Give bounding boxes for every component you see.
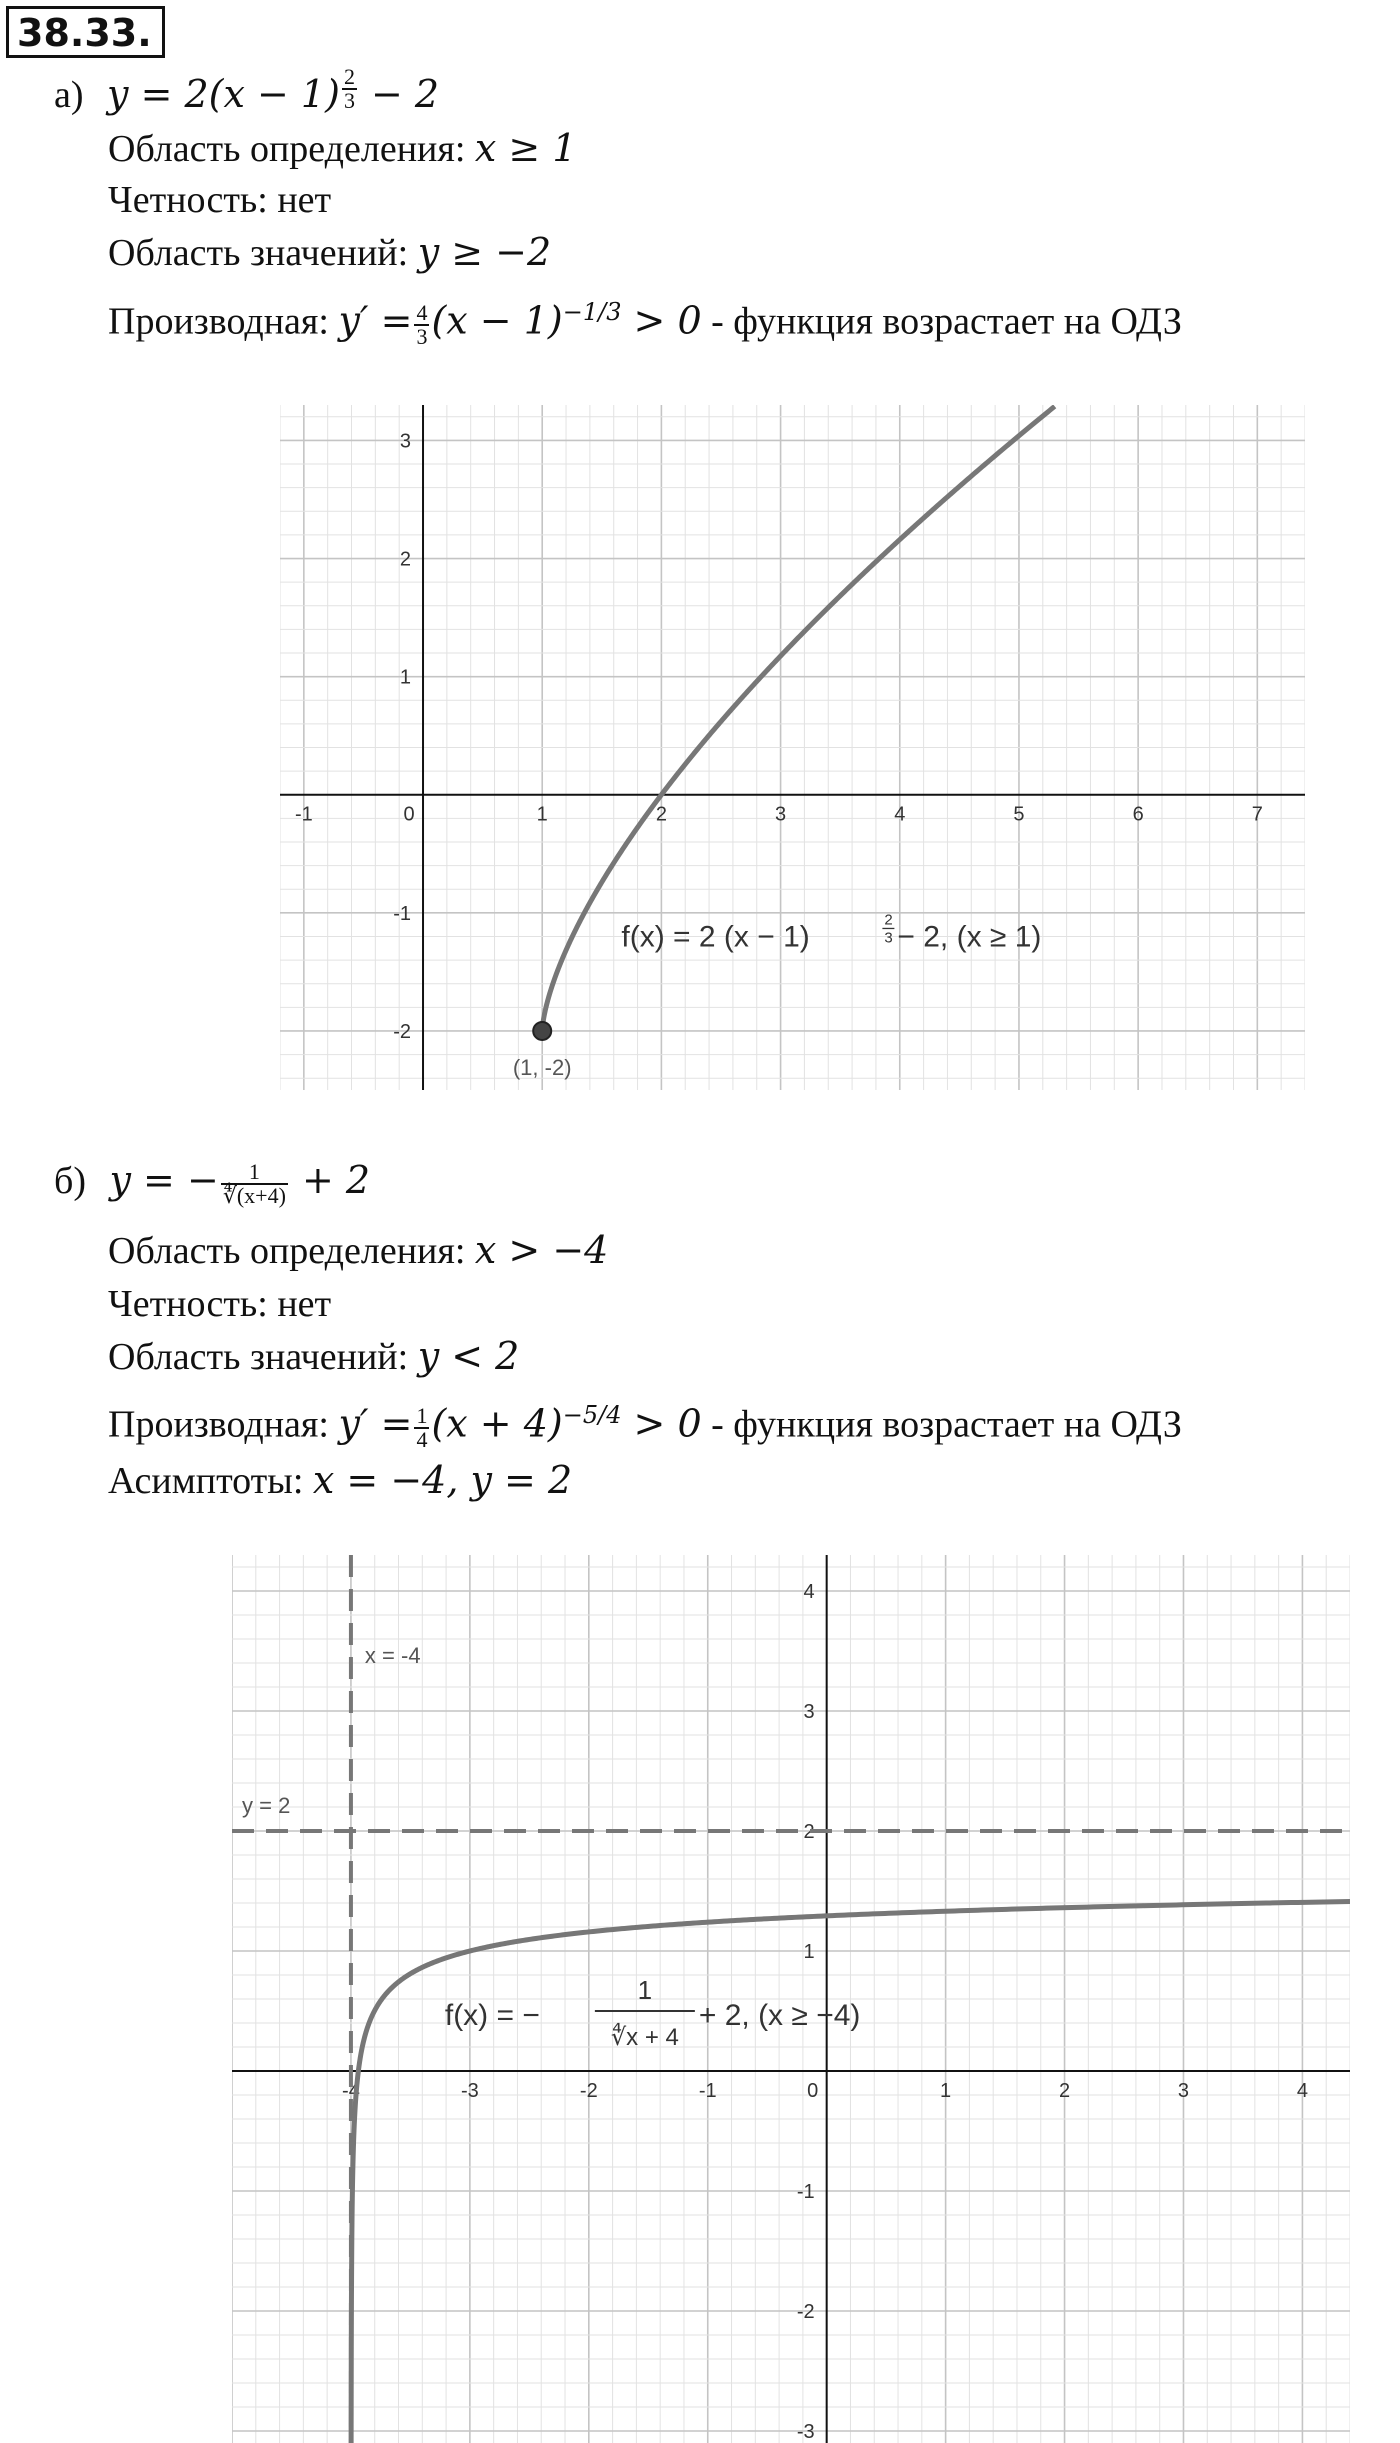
function-label-exp-den: 3 — [884, 929, 893, 947]
part-a-formula-exponent: $\frac{2}{3}$ — [343, 64, 355, 113]
x-tick-label: 3 — [775, 803, 787, 826]
part-b-formula-tail: + 2 — [289, 1158, 371, 1202]
part-a-label: а) — [54, 74, 84, 116]
x-tick-label: -2 — [579, 2080, 598, 2102]
y-tick-label: -3 — [796, 2421, 815, 2443]
function-label-main: f(x) = 2 (x − 1) — [621, 920, 810, 954]
graph-b — [232, 1555, 1350, 2443]
x-tick-label: 4 — [1296, 2080, 1308, 2102]
y-tick-label: 1 — [399, 666, 412, 689]
x-tick-label: 4 — [894, 803, 906, 826]
y-tick-label: 3 — [803, 1701, 815, 1723]
part-b-formula-line — [54, 1158, 370, 1207]
y-tick-label: -2 — [393, 1020, 412, 1043]
y-tick-label: 2 — [399, 548, 412, 571]
part-b-parity: Четность: нет — [108, 1283, 332, 1325]
part-b-formula-lhs: y = − — [109, 1158, 219, 1202]
problem-number: 38.33. — [6, 6, 165, 58]
y-tick-label: 2 — [803, 1821, 815, 1843]
part-b-domain: Область определения: x > −4 — [108, 1228, 609, 1272]
x-tick-label: 5 — [1013, 803, 1025, 826]
asymptote-horizontal-label: y = 2 — [242, 1793, 291, 1818]
asymptote-vertical-label: x = -4 — [364, 1643, 421, 1668]
graph-a — [280, 405, 1305, 1090]
function-label-num: 1 — [637, 1975, 653, 2005]
part-b-asymptotes: Асимптоты: x = −4, y = 2 — [108, 1458, 573, 1502]
x-tick-label: 2 — [655, 803, 667, 826]
y-tick-label: -1 — [393, 902, 412, 925]
x-tick-label: -1 — [698, 2080, 717, 2102]
function-label-exp-num: 2 — [884, 911, 893, 929]
y-tick-label: 1 — [803, 1941, 815, 1963]
part-a-derivative-fraction: $\frac{4}{3}$ — [416, 299, 428, 349]
x-tick-label: 3 — [1177, 2080, 1190, 2102]
part-b-derivative-fraction: $\frac{1}{4}$ — [416, 1402, 428, 1452]
y-tick-label: 4 — [803, 1581, 815, 1603]
endpoint-marker — [533, 1022, 551, 1040]
x-tick-label: 7 — [1251, 803, 1263, 826]
function-label-tail: + 2, (x ≥ −4) — [698, 1999, 861, 2032]
part-a-formula-line — [54, 64, 440, 117]
function-label-main: f(x) = − — [444, 1999, 540, 2032]
part-a-range: Область значений: y ≥ −2 — [108, 230, 552, 274]
y-tick-label: 3 — [399, 430, 412, 453]
x-tick-label: 6 — [1132, 803, 1144, 826]
x-tick-label: 0 — [403, 803, 415, 826]
y-tick-label: -1 — [796, 2181, 815, 2203]
x-tick-label: 0 — [807, 2080, 819, 2102]
x-tick-label: -3 — [460, 2080, 479, 2102]
x-tick-label: -1 — [294, 803, 313, 826]
part-b-derivative: Производная: y′ = $\frac{1}{4}$ $(x + 4)^{-5/4} > 0$ - функция возрастает на ОДЗ — [108, 1401, 1182, 1452]
part-a-domain: Область определения: x ≥ 1 — [108, 126, 577, 170]
part-b-label: б) — [54, 1160, 86, 1202]
x-tick-label: 2 — [1058, 2080, 1071, 2102]
y-tick-label: -2 — [796, 2301, 815, 2323]
x-tick-label: 1 — [940, 2080, 952, 2102]
part-a-parity: Четность: нет — [108, 179, 332, 221]
x-tick-label: -4 — [342, 2080, 360, 2102]
part-a-derivative: Производная: y′ = $\frac{4}{3}$ $(x - 1)^{-1/3} > 0$ - функция возрастает на ОДЗ — [108, 298, 1182, 349]
function-label-tail: − 2, (x ≥ 1) — [897, 920, 1042, 954]
part-b-range: Область значений: y < 2 — [108, 1334, 520, 1378]
part-a-formula-lhs: y = 2(x − 1) — [107, 72, 340, 116]
endpoint-label: (1, -2) — [512, 1054, 572, 1080]
function-label-den: ∜x + 4 — [610, 2024, 679, 2051]
part-b-formula-fraction: $\frac{1}{∜(x+4)}$ — [222, 1159, 286, 1209]
part-a-formula-tail: − 2 — [358, 72, 440, 116]
x-tick-label: 1 — [536, 803, 548, 826]
